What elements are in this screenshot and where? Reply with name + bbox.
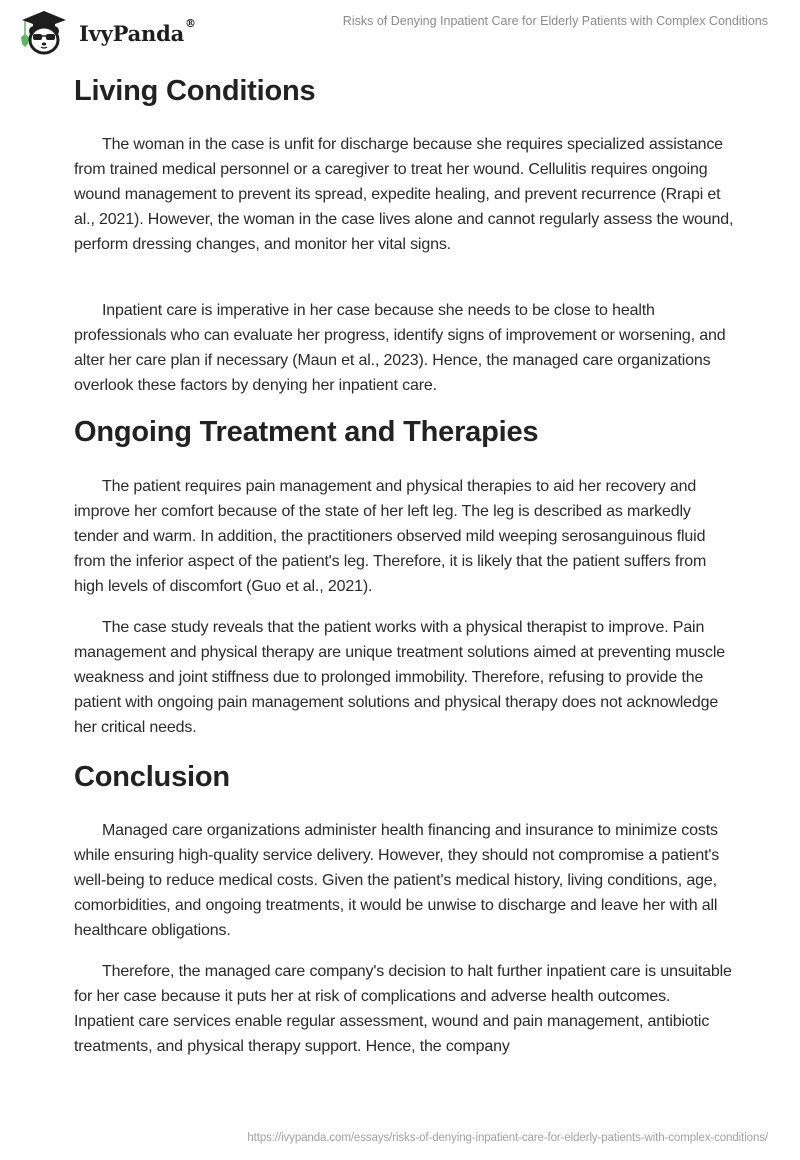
document-title: Risks of Denying Inpatient Care for Elderly Patients with Complex Conditions [342,14,768,28]
paragraph: The patient requires pain management and physical therapies to aid her recovery and improve her comfort because of the state of her left leg. The leg is described as markedly tender and warm. In addition, the practitioners observed mild weeping serosanguinous fluid from the inferior aspect of the patient's leg. Therefore, it is likely that the patient suffers from high levels of discomfort (Guo et al., 2021). [74,478,707,595]
heading-ongoing-treatment: Ongoing Treatment and Therapies [74,416,539,448]
registered-mark: ® [185,16,196,30]
paragraph: Inpatient care is imperative in her case because she needs to be close to health professionals who can evaluate her progress, identify signs of improvement or worsening, and alter her care plan if necessary (Maun et al., 2023). Hence, the managed care organizations overlook these factors by denying her inpatient care. [74,302,726,394]
page-header [0,0,800,58]
paragraph: Therefore, the managed care company's decision to halt further inpatient care is unsuitable for her case because it puts her at risk of complications and adverse health outcomes. Inpatient care services enable regular assessment, wound and pain management, antibiotic treatments, and physical therapy support. Hence, the company [74,963,732,1055]
logo-text: IvyPanda® [79,16,196,46]
heading-living-conditions: Living Conditions [74,75,316,107]
heading-conclusion: Conclusion [74,761,230,793]
paragraph: The woman in the case is unfit for discharge because she requires specialized assistance from trained medical personnel or a caregiver to treat her wound. Cellulitis requires ongoing wound management to prevent its spread, expedite healing, and prevent recurrence (Rrapi et al., 2021). However, the woman in the case lives alone and cannot regularly assess the wound, perform dressing changes, and monitor her vital signs. [74,136,734,253]
source-url-link[interactable]: https://ivypanda.com/essays/risks-of-denying-inpatient-care-for-elderly-patients-with-complex-conditions/ [247,1132,768,1144]
ivypanda-logo-link[interactable] [18,6,196,56]
paragraph: Managed care organizations administer health financing and insurance to minimize costs while ensuring high-quality service delivery. However, they should not compromise a patient's well-being to reduce medical costs. Given the patient's medical history, living conditions, age, comorbidities, and ongoing treatments, it would be unwise to discharge and leave her with all healthcare obligations. [74,822,720,939]
panda-graduate-icon [18,6,70,56]
paragraph: The case study reveals that the patient works with a physical therapist to improve. Pain management and physical therapy are unique treatment solutions aimed at preventing muscle weakness and joint stiffness due to prolonged immobility. Therefore, refusing to provide the patient with ongoing pain management solutions and physical therapy does not acknowledge her critical needs. [74,619,726,736]
